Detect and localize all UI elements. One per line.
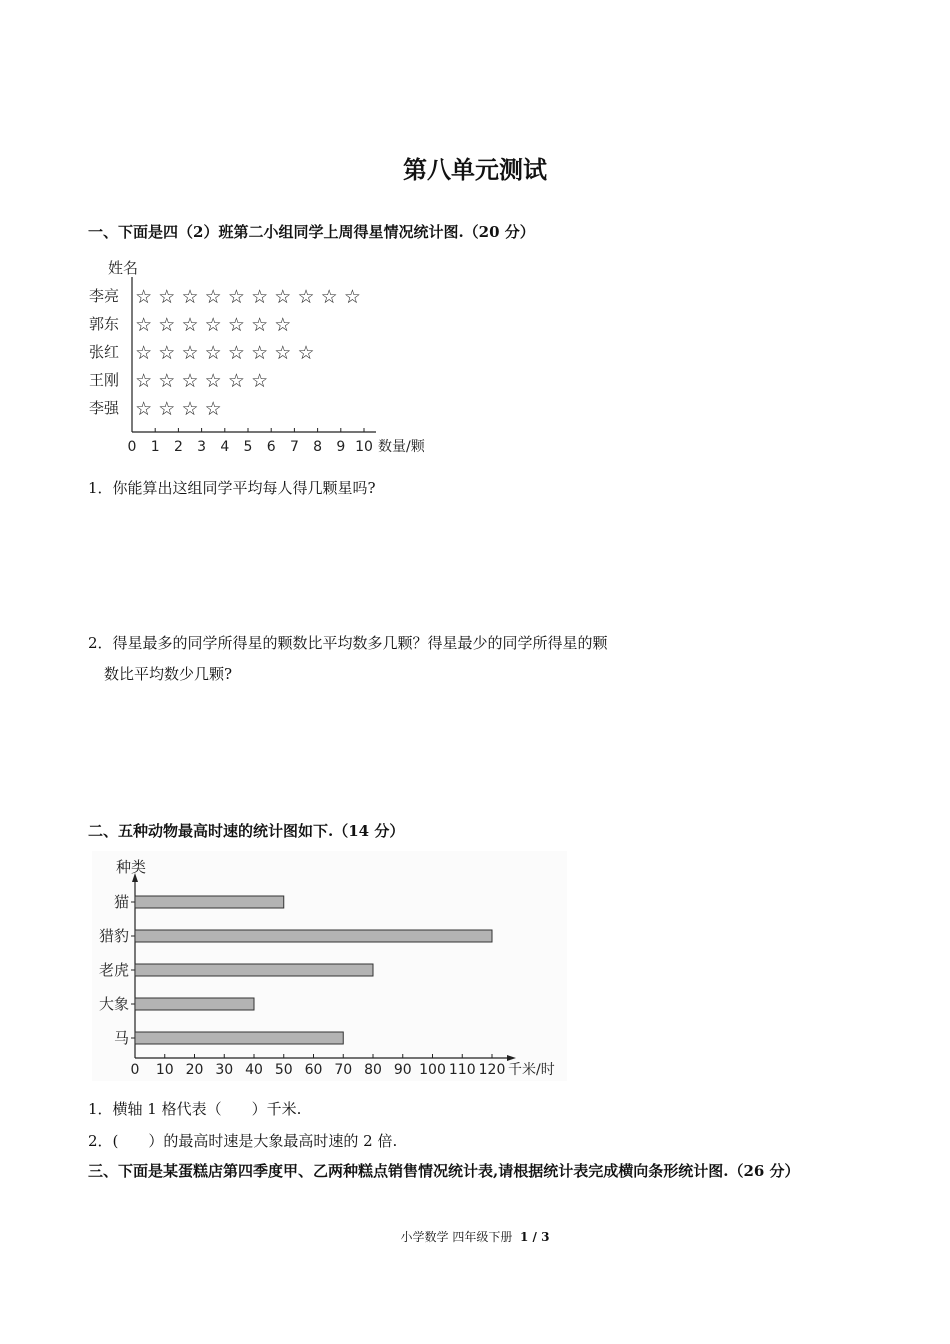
star-icon: ☆ xyxy=(251,342,269,364)
chart1-x-unit: 数量/颗 xyxy=(378,439,425,455)
chart1-x-tick-label: 10 xyxy=(355,439,373,455)
star-icon: ☆ xyxy=(227,286,245,308)
star-icon: ☆ xyxy=(181,398,199,420)
chart1-y-title: 姓名 xyxy=(108,259,139,277)
star-icon: ☆ xyxy=(135,398,153,420)
star-icon: ☆ xyxy=(158,370,176,392)
star-icon: ☆ xyxy=(204,314,222,336)
chart2-x-unit: 千米/时 xyxy=(508,1062,555,1078)
star-icon: ☆ xyxy=(181,342,199,364)
chart2-category-label: 老虎 xyxy=(98,961,129,979)
chart2-x-tick-label: 20 xyxy=(185,1062,204,1078)
star-icon: ☆ xyxy=(158,314,176,336)
chart2-x-tick-label: 120 xyxy=(478,1062,506,1078)
chart1-x-tick-label: 3 xyxy=(197,439,207,455)
star-icon: ☆ xyxy=(135,314,153,336)
star-icon: ☆ xyxy=(158,398,176,420)
star-icon: ☆ xyxy=(297,286,315,308)
chart2-category-label: 马 xyxy=(113,1029,129,1047)
question-2-1: 1．横轴 1 格代表（ ）千米. xyxy=(88,1100,302,1118)
chart2-bar xyxy=(135,896,284,908)
star-icon: ☆ xyxy=(343,286,361,308)
star-icon: ☆ xyxy=(251,286,269,308)
star-icon: ☆ xyxy=(158,342,176,364)
chart2-bar xyxy=(135,964,373,976)
animal-speed-bar-chart xyxy=(92,851,567,1081)
star-icon: ☆ xyxy=(227,342,245,364)
page-footer xyxy=(0,1228,950,1245)
question-2-2: 2．( ）的最高时速是大象最高时速的 2 倍. xyxy=(88,1132,398,1150)
star-icon: ☆ xyxy=(204,398,222,420)
chart2-category-label: 猫 xyxy=(113,893,129,911)
star-icon: ☆ xyxy=(158,286,176,308)
chart2-bar xyxy=(135,1032,343,1044)
page-title: 第八单元测试 xyxy=(403,155,547,184)
star-icon: ☆ xyxy=(181,370,199,392)
star-icon: ☆ xyxy=(135,342,153,364)
chart1-category-label: 王刚 xyxy=(89,371,120,389)
star-icon: ☆ xyxy=(204,342,222,364)
star-icon: ☆ xyxy=(204,286,222,308)
chart2-x-tick-label: 0 xyxy=(130,1062,140,1078)
chart2-x-tick-label: 10 xyxy=(155,1062,174,1078)
chart2-bar xyxy=(135,930,492,942)
question-1-2-line2: 数比平均数少几颗? xyxy=(104,665,233,683)
chart1-category-label: 李强 xyxy=(89,399,120,417)
star-icon: ☆ xyxy=(251,314,269,336)
chart2-category-label: 大象 xyxy=(98,995,129,1013)
chart1-x-tick-label: 5 xyxy=(243,439,253,455)
chart2-bar xyxy=(135,998,254,1010)
chart1-x-tick-label: 8 xyxy=(313,439,323,455)
star-icon: ☆ xyxy=(320,286,338,308)
chart2-x-tick-label: 30 xyxy=(215,1062,234,1078)
star-icon: ☆ xyxy=(297,342,315,364)
star-icon: ☆ xyxy=(135,370,153,392)
star-icon: ☆ xyxy=(227,370,245,392)
star-icon: ☆ xyxy=(251,370,269,392)
chart2-x-tick-label: 40 xyxy=(245,1062,263,1078)
chart1-x-tick-label: 9 xyxy=(336,439,346,455)
chart1-x-tick-label: 0 xyxy=(127,439,137,455)
chart1-x-tick-label: 7 xyxy=(289,439,299,455)
star-icon: ☆ xyxy=(181,314,199,336)
star-icon: ☆ xyxy=(274,342,292,364)
chart2-y-title: 种类 xyxy=(116,858,147,876)
chart2-x-tick-label: 60 xyxy=(304,1062,323,1078)
star-icon: ☆ xyxy=(274,314,292,336)
star-pictograph-chart xyxy=(86,252,446,457)
chart1-category-label: 张红 xyxy=(89,343,120,361)
chart2-category-label: 猎豹 xyxy=(98,927,129,945)
star-icon: ☆ xyxy=(181,286,199,308)
chart2-x-tick-label: 70 xyxy=(334,1062,353,1078)
chart2-x-tick-label: 100 xyxy=(419,1062,446,1078)
section-1-heading: 一、下面是四（2）班第二小组同学上周得星情况统计图.（20 分） xyxy=(88,223,535,241)
star-icon: ☆ xyxy=(135,286,153,308)
chart1-x-tick-label: 4 xyxy=(220,439,230,455)
star-icon: ☆ xyxy=(227,314,245,336)
chart1-x-tick-label: 2 xyxy=(173,439,183,455)
star-icon: ☆ xyxy=(204,370,222,392)
chart1-category-label: 郭东 xyxy=(89,315,120,333)
question-1-1: 1．你能算出这组同学平均每人得几颗星吗? xyxy=(88,479,376,497)
chart2-x-tick-label: 90 xyxy=(393,1062,412,1078)
chart1-x-tick-label: 6 xyxy=(266,439,276,455)
section-3-heading: 三、下面是某蛋糕店第四季度甲、乙两种糕点销售情况统计表,请根据统计表完成横向条形统计图.（26 分） xyxy=(88,1162,800,1180)
chart2-x-tick-label: 80 xyxy=(364,1062,382,1078)
question-1-2-line1: 2．得星最多的同学所得星的颗数比平均数多几颗？得星最少的同学所得星的颗 xyxy=(88,634,608,652)
chart1-x-tick-label: 1 xyxy=(150,439,160,455)
chart2-x-tick-label: 110 xyxy=(448,1062,476,1078)
page-number: 1 / 3 xyxy=(520,1230,550,1244)
star-icon: ☆ xyxy=(274,286,292,308)
chart1-category-label: 李亮 xyxy=(89,287,120,305)
footer-text: 小学数学 四年级下册 xyxy=(400,1230,513,1244)
chart2-x-tick-label: 50 xyxy=(274,1062,293,1078)
section-2-heading: 二、五种动物最高时速的统计图如下.（14 分） xyxy=(88,822,405,840)
